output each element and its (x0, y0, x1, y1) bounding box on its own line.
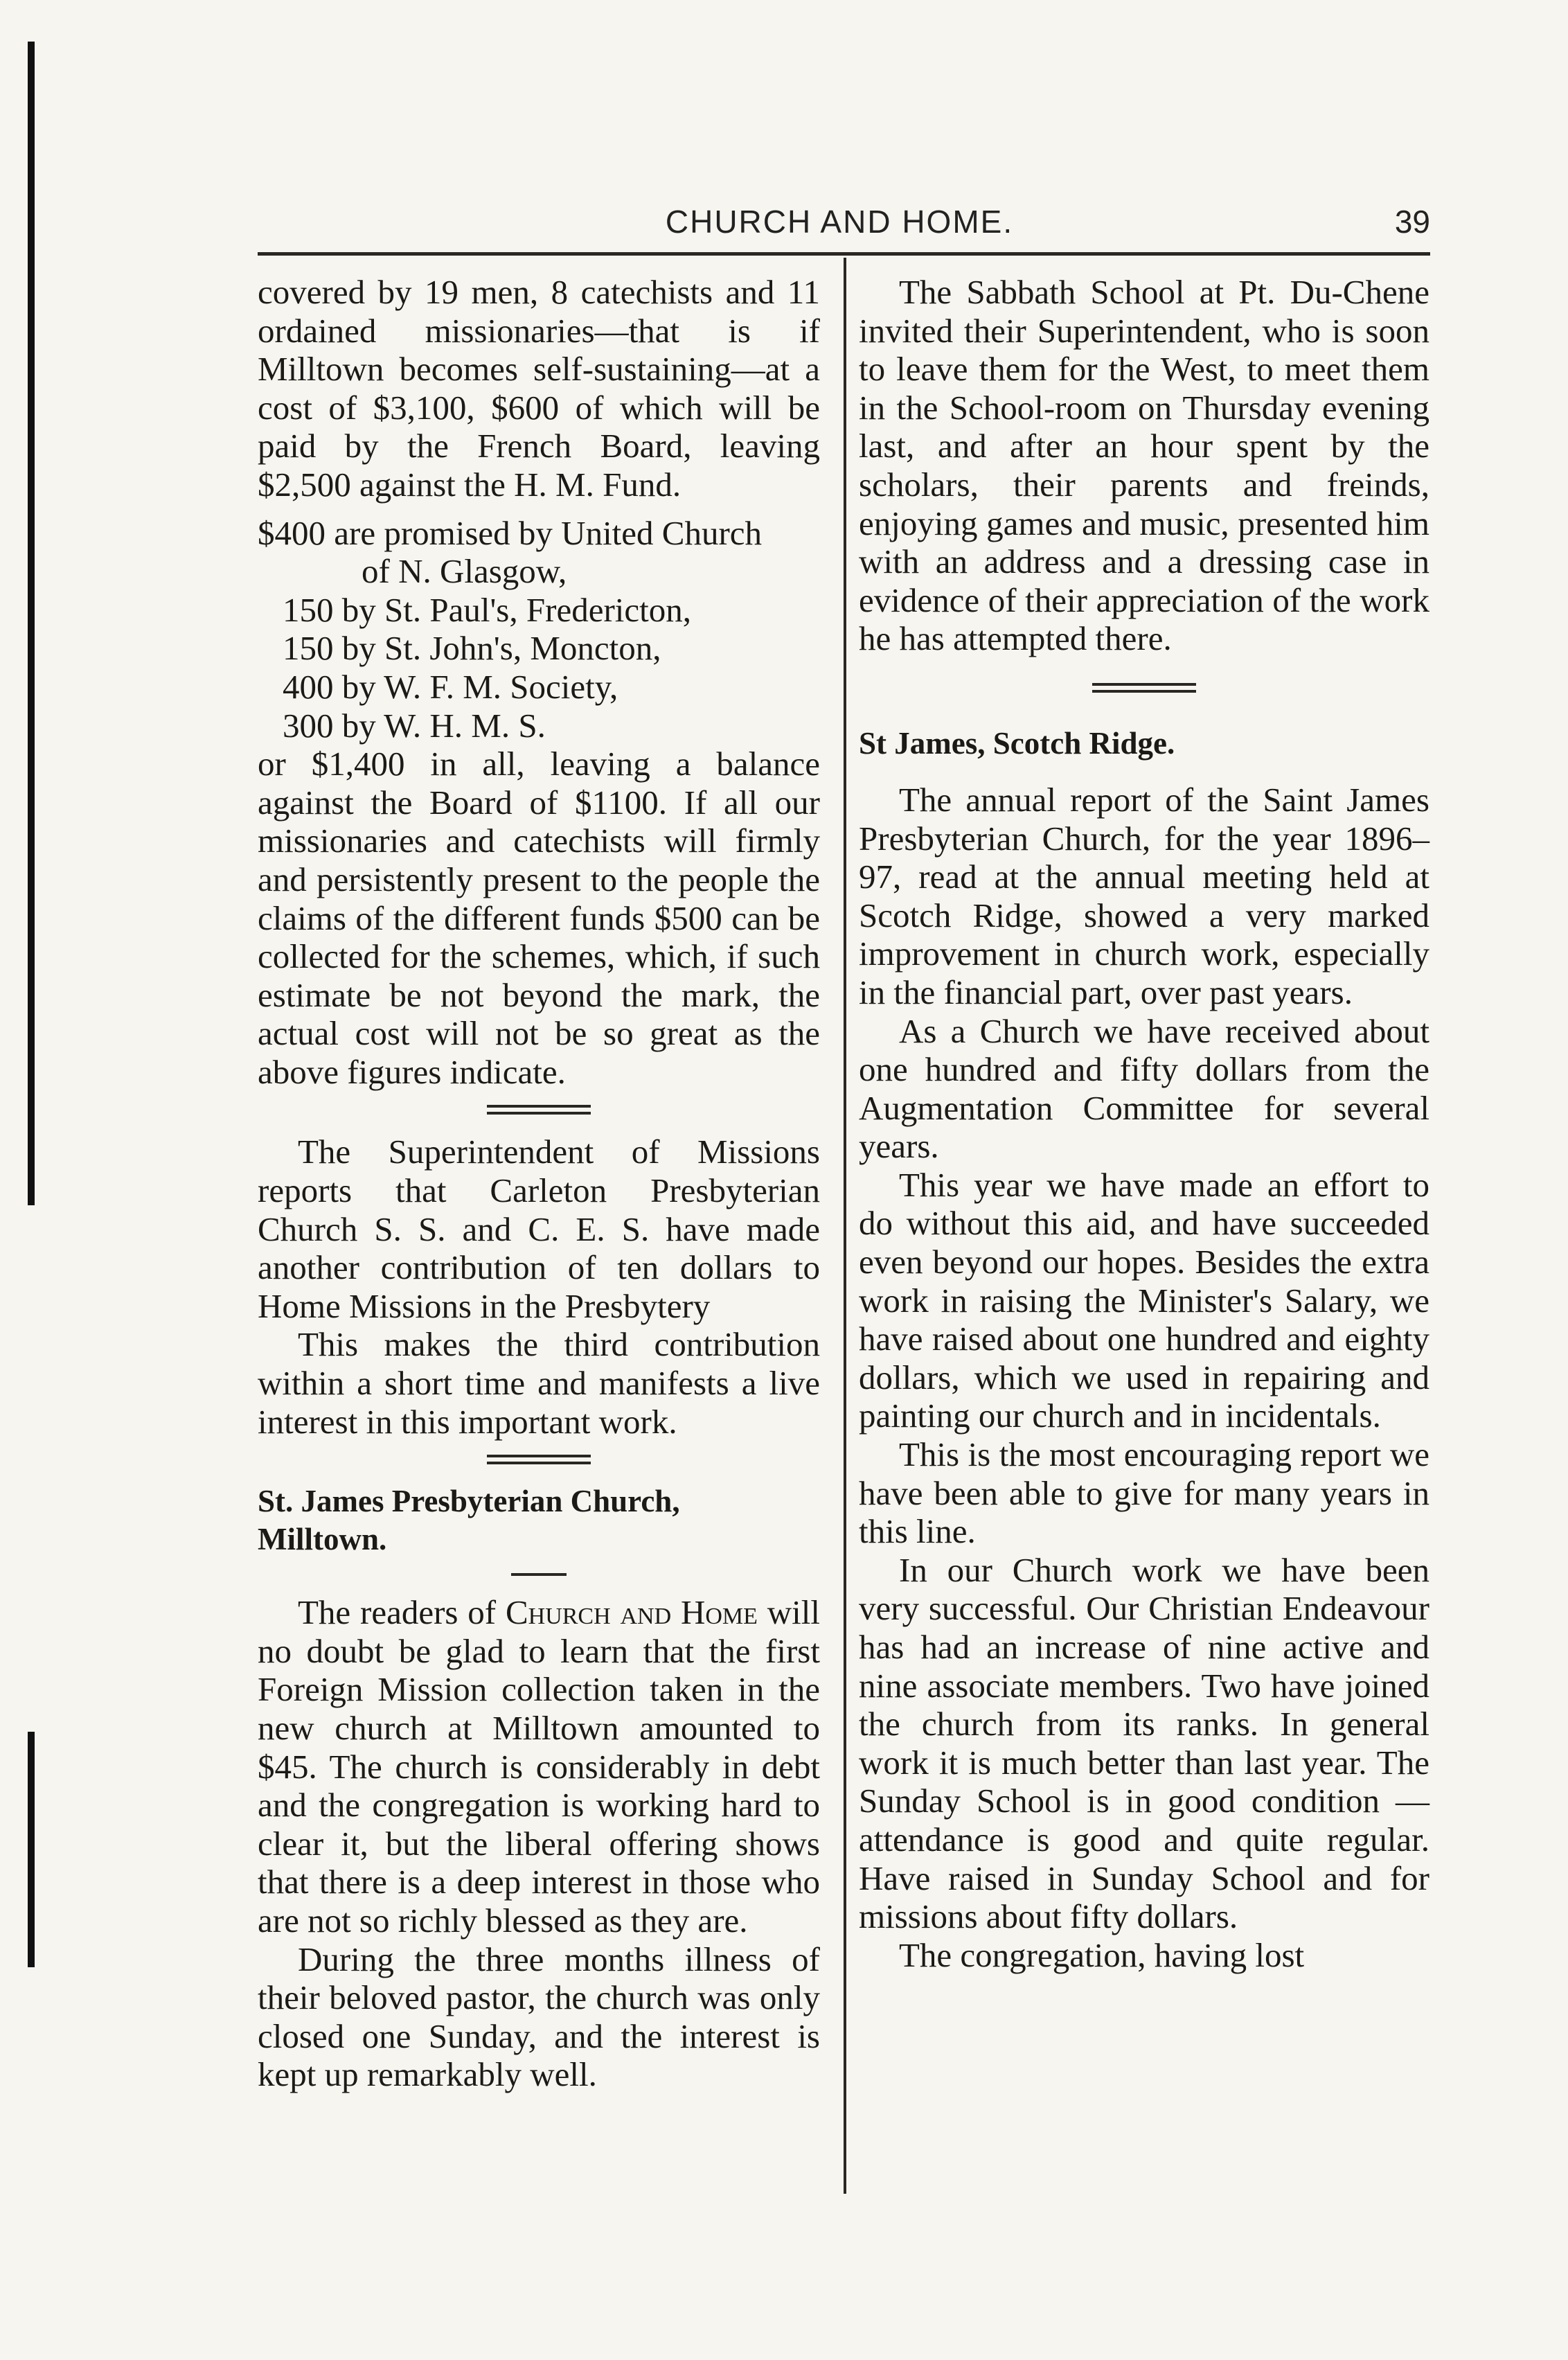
paragraph: The readers of Church and Home will no doubt be glad to learn that the first Foreign Mission collection taken in the new church at Milltown amounted to $45. The church is considerably in debt and the congregation is working hard to clear it, but the liberal offering shows that there is a deep interest in those who are not so richly blessed as they are. (258, 1593, 820, 1940)
section-heading: St. James Presbyterian Church, (258, 1484, 680, 1519)
paragraph: This makes the third contribution within a short time and manifests a live interest in this important work. (258, 1325, 820, 1441)
section-divider (859, 682, 1429, 695)
binding-edge-mark-lower (28, 1732, 35, 1967)
page-number: 39 (1394, 204, 1430, 240)
left-column (258, 273, 820, 2094)
page-header (258, 203, 1430, 247)
binding-edge-mark (28, 42, 35, 1205)
section-divider (258, 1453, 820, 1467)
publication-name: Church and Home (505, 1593, 758, 1632)
section-heading: St James, Scotch Ridge. (859, 725, 1175, 761)
pledge-list (258, 514, 820, 745)
list-item: 150 by St. John's, Moncton, (283, 629, 661, 668)
list-item: of N. Glasgow, (362, 552, 567, 591)
paragraph: or $1,400 in all, leaving a balance against the Board of $1100. If all our missionaries and catechists will firmly and persistently present to the people the claims of the different funds $500 can be collected for the schemes, which, if such estimate be not beyond the mark, the actual cost will not be so great as the above figures indicate. (258, 745, 820, 1091)
column-divider (844, 258, 846, 2194)
list-item: 400 by W. F. M. Society, (283, 667, 618, 706)
paragraph: The congregation, having lost (899, 1935, 1305, 1974)
header-rule (258, 252, 1430, 256)
list-item: 150 by St. Paul's, Fredericton, (283, 590, 691, 629)
paragraph: The Sabbath School at Pt. Du-Chene invited their Superintendent, who is soon to leave them for the West, to meet them in the School-room on Thursday evening last, and after an hour spent by the scholars, their parents and freinds, enjoying games and music, presented him with an address and a dressing case in evidence of their appreciation of the work he has attempted there. (859, 273, 1429, 658)
paragraph: During the three months illness of their beloved pastor, the church was only closed one Sunday, and the interest is kept up remarkably well. (258, 1940, 820, 2094)
running-head: CHURCH AND HOME. (665, 204, 1014, 240)
paragraph: The annual report of the Saint James Presbyterian Church, for the year 1896–97, read at the annual meeting held at Scotch Ridge, showed a very marked improvement in church work, especially in the financial part, over past years. (859, 780, 1429, 1011)
paragraph: This year we have made an effort to do without this aid, and have succeeded even beyond our hopes. Besides the extra work in raising the Minister's Salary, we have raised about one hundred and eighty dollars, which we used in repairing and painting our church and in incidentals. (859, 1165, 1429, 1435)
paragraph: As a Church we have received about one hundred and fifty dollars from the Augmentation Committee for several years. (859, 1011, 1429, 1166)
paragraph: This is the most encouraging report we have been able to give for many years in this line. (859, 1435, 1429, 1551)
heading-rule (258, 1571, 820, 1578)
paragraph: covered by 19 men, 8 catechists and 11 ordained missionaries—that is if Milltown becomes self-sustaining—at a cost of $3,100, $600 of which will be paid by the French Board, leaving $2,500 against the H. M. Fund. (258, 273, 820, 504)
list-item: $400 are promised by United Church (258, 513, 763, 552)
section-divider (258, 1103, 820, 1117)
paragraph: The Superintendent of Missions reports that Carleton Presbyterian Church S. S. and C. E. S. have made another contribution of ten dollars to Home Missions in the Presbytery (258, 1133, 820, 1325)
paragraph: In our Church work we have been very successful. Our Christian Endeavour has had an increase of nine active and nine associate members. Two have joined the church from its ranks. In general work it is much better than last year. The Sunday School is in good condition —attendance is good and quite regular. Have raised in Sunday School and for missions about fifty dollars. (859, 1550, 1429, 1936)
list-item: 300 by W. H. M. S. (283, 706, 546, 745)
right-column (859, 273, 1429, 1974)
section-heading-line2: Milltown. (258, 1522, 387, 1557)
